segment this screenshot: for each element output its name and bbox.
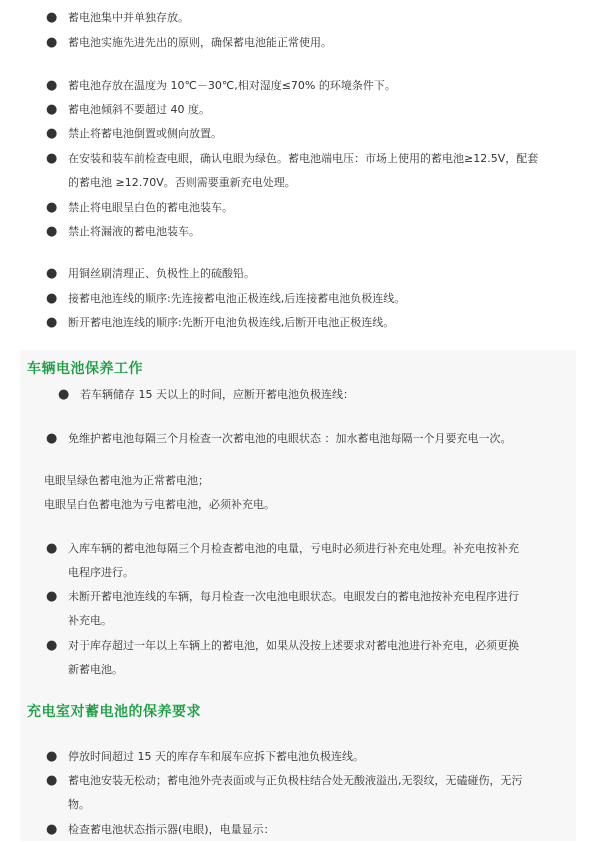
- list-item-text: 入库车辆的蓄电池每隔三个月检查蓄电池的电量，亏电时必须进行补充电处理。补充电按补充: [68, 542, 519, 555]
- bullet-icon: ●: [46, 773, 58, 788]
- note-text: 电眼呈白色蓄电池为亏电蓄电池，必须补充电。: [44, 498, 275, 511]
- list-item-text: 用铜丝刷清理正、负极性上的硫酸铅。: [68, 267, 255, 280]
- bullet-icon: ●: [46, 266, 58, 281]
- bullet-icon: ●: [46, 102, 58, 117]
- list-item-text: 禁止将电眼呈白色的蓄电池装车。: [68, 201, 233, 214]
- bullet-icon: ●: [46, 35, 58, 50]
- list-item-text: 在安装和装车前检查电眼，确认电眼为绿色。蓄电池端电压：市场上使用的蓄电池≥12.5V，配套: [68, 152, 539, 165]
- list-item-text: 对于库存超过一年以上车辆上的蓄电池，如果从没按上述要求对蓄电池进行补充电，必须更换: [68, 639, 519, 652]
- list-item-text: 蓄电池存放在温度为 10℃－30℃,相对湿度≤70% 的环境条件下。: [68, 79, 396, 92]
- list-item-text: 检查蓄电池状态指示器(电眼)，电量显示：: [68, 823, 275, 836]
- list-item-text: 新蓄电池。: [68, 663, 123, 676]
- list-item-text: 蓄电池安装无松动；蓄电池外壳表面或与正负极柱结合处无酸液溢出,无裂纹，无磕碰伤，无污: [68, 774, 523, 787]
- bullet-icon: ●: [46, 224, 58, 239]
- list-item-text: 断开蓄电池连线的顺序:先断开电池负极连线,后断开电池正极连线。: [68, 316, 395, 329]
- section-heading: 车辆电池保养工作: [27, 361, 143, 377]
- bullet-icon: ●: [46, 200, 58, 215]
- list-item-text: 停放时间超过 15 天的库存车和展车应拆下蓄电池负极连线。: [68, 750, 364, 763]
- list-item-text: 蓄电池倾斜不要超过 40 度。: [68, 103, 210, 116]
- bullet-icon: ●: [46, 291, 58, 306]
- list-item-text: 若车辆储存 15 天以上的时间，应断开蓄电池负极连线：: [80, 388, 354, 401]
- section-heading: 充电室对蓄电池的保养要求: [27, 704, 201, 720]
- bullet-icon: ●: [46, 749, 58, 764]
- bullet-icon: ●: [46, 151, 58, 166]
- bullet-icon: ●: [46, 78, 58, 93]
- bullet-icon: ●: [46, 822, 58, 837]
- list-item-text: 蓄电池集中并单独存放。: [68, 11, 189, 24]
- list-item-text: 补充电。: [68, 614, 112, 627]
- bullet-icon: ●: [46, 315, 58, 330]
- bullet-icon: ●: [58, 387, 70, 402]
- list-item-text: 物。: [68, 798, 90, 811]
- list-item-text: 接蓄电池连线的顺序:先连接蓄电池正极连线,后连接蓄电池负极连线。: [68, 292, 406, 305]
- list-item-text: 禁止将蓄电池倒置或侧向放置。: [68, 127, 222, 140]
- bullet-icon: ●: [46, 431, 58, 446]
- list-item-text: 蓄电池实施先进先出的原则，确保蓄电池能正常使用。: [68, 36, 332, 49]
- bullet-icon: ●: [46, 126, 58, 141]
- list-item-text: 电程序进行。: [68, 566, 134, 579]
- bullet-icon: ●: [46, 589, 58, 604]
- list-item-text: 的蓄电池 ≥12.70V。否则需要重新充电处理。: [68, 176, 296, 189]
- list-item-text: 未断开蓄电池连线的车辆，每月检查一次电池电眼状态。电眼发白的蓄电池按补充电程序进行: [68, 590, 519, 603]
- bullet-icon: ●: [46, 541, 58, 556]
- bullet-icon: ●: [46, 10, 58, 25]
- note-text: 电眼呈绿色蓄电池为正常蓄电池；: [44, 474, 209, 487]
- list-item-text: 免维护蓄电池每隔三个月检查一次蓄电池的电眼状态 ：加水蓄电池每隔一个月要充电一次。: [68, 432, 512, 445]
- list-item-text: 禁止将漏液的蓄电池装车。: [68, 225, 200, 238]
- bullet-icon: ●: [46, 638, 58, 653]
